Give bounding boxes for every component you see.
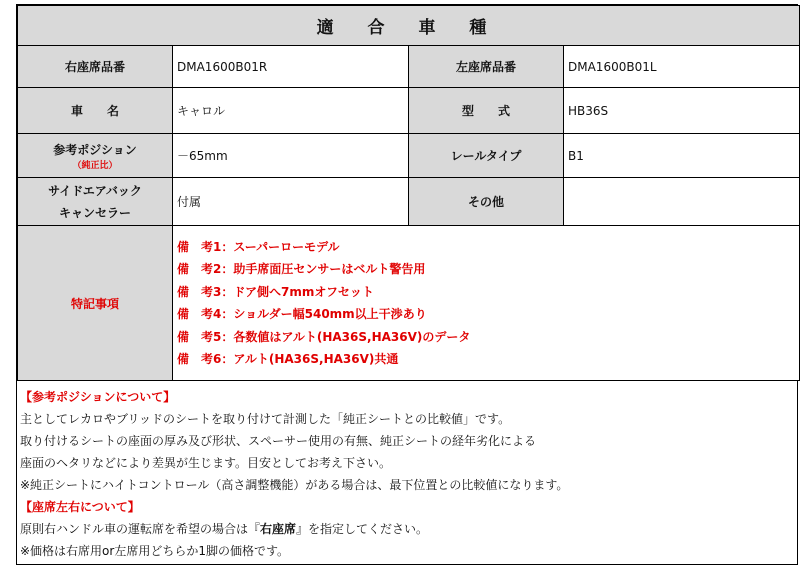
note-item: 備 考4：ショルダー幅540mm以上干渉あり (177, 307, 427, 321)
right-seat-label: 右座席品番 (18, 46, 173, 88)
note-item: 備 考6：アルト(HA36S,HA36V)共通 (177, 352, 399, 366)
footnotes (17, 386, 800, 562)
left-seat-value: DMA1600B01L (564, 46, 800, 88)
note-item: 備 考3：ドア側へ7mmオフセット (177, 284, 374, 299)
ref-position-label: 参考ポジション (53, 142, 137, 157)
left-seat-label: 左座席品番 (409, 46, 564, 88)
footnote-line (20, 518, 800, 540)
footnote-line: 主としてレカロやブリッドのシートを取り付けて計測した「純正シートとの比較値」です。 (20, 412, 511, 426)
rail-type-value: B1 (564, 134, 800, 178)
right-seat-emphasis: 右座席 (260, 522, 297, 536)
note-item: 備 考2：助手席面圧センサーはベルト警告用 (177, 262, 426, 276)
ref-position-sub: （純正比） (72, 160, 118, 171)
rail-type-label: レールタイプ (409, 134, 564, 178)
note-item: 備 考1：スーパーローモデル (177, 239, 340, 254)
note-item: 備 考5：各数値はアルト(HA36S,HA36V)のデータ (177, 329, 471, 344)
airbag-label-2: キャンセラー (58, 205, 131, 220)
footnote-line: 取り付けるシートの座面の厚み及び形状、スペーサー使用の有無、純正シートの経年劣化による (20, 434, 537, 448)
footnote-line: ※純正シートにハイトコントロール（高さ調整機能）がある場合は、最下位置との比較値になります。 (20, 478, 569, 492)
ref-position-heading: 【参考ポジションについて】 (20, 390, 176, 404)
ref-position-label-cell (18, 134, 173, 178)
airbag-label-1: サイドエアバック (48, 183, 142, 198)
special-notes-label: 特記事項 (18, 226, 173, 381)
car-name-label: 車 名 (18, 88, 173, 134)
model-label: 型 式 (409, 88, 564, 134)
special-notes-list (173, 226, 800, 381)
other-value (564, 178, 800, 226)
model-value: HB36S (564, 88, 800, 134)
footnote-line: 座面のヘタリなどにより差異が生じます。目安としてお考え下さい。 (20, 456, 392, 470)
airbag-value: 付属 (173, 178, 409, 226)
car-name-value: キャロル (173, 88, 409, 134)
compatibility-table (17, 5, 800, 381)
spec-sheet (16, 4, 798, 565)
footnote-line: ※価格は右席用or左席用どちらか1脚の価格です。 (20, 544, 290, 558)
footnote-text: 』を指定してください。 (296, 522, 429, 536)
right-seat-value: DMA1600B01R (173, 46, 409, 88)
seat-side-heading: 【座席左右について】 (20, 500, 140, 514)
airbag-label-cell (18, 178, 173, 226)
ref-position-value: －65mm (173, 134, 409, 178)
footnote-text: 原則右ハンドル車の運転席を希望の場合は『 (20, 522, 261, 536)
table-title: 適 合 車 種 (18, 6, 800, 46)
other-label: その他 (409, 178, 564, 226)
